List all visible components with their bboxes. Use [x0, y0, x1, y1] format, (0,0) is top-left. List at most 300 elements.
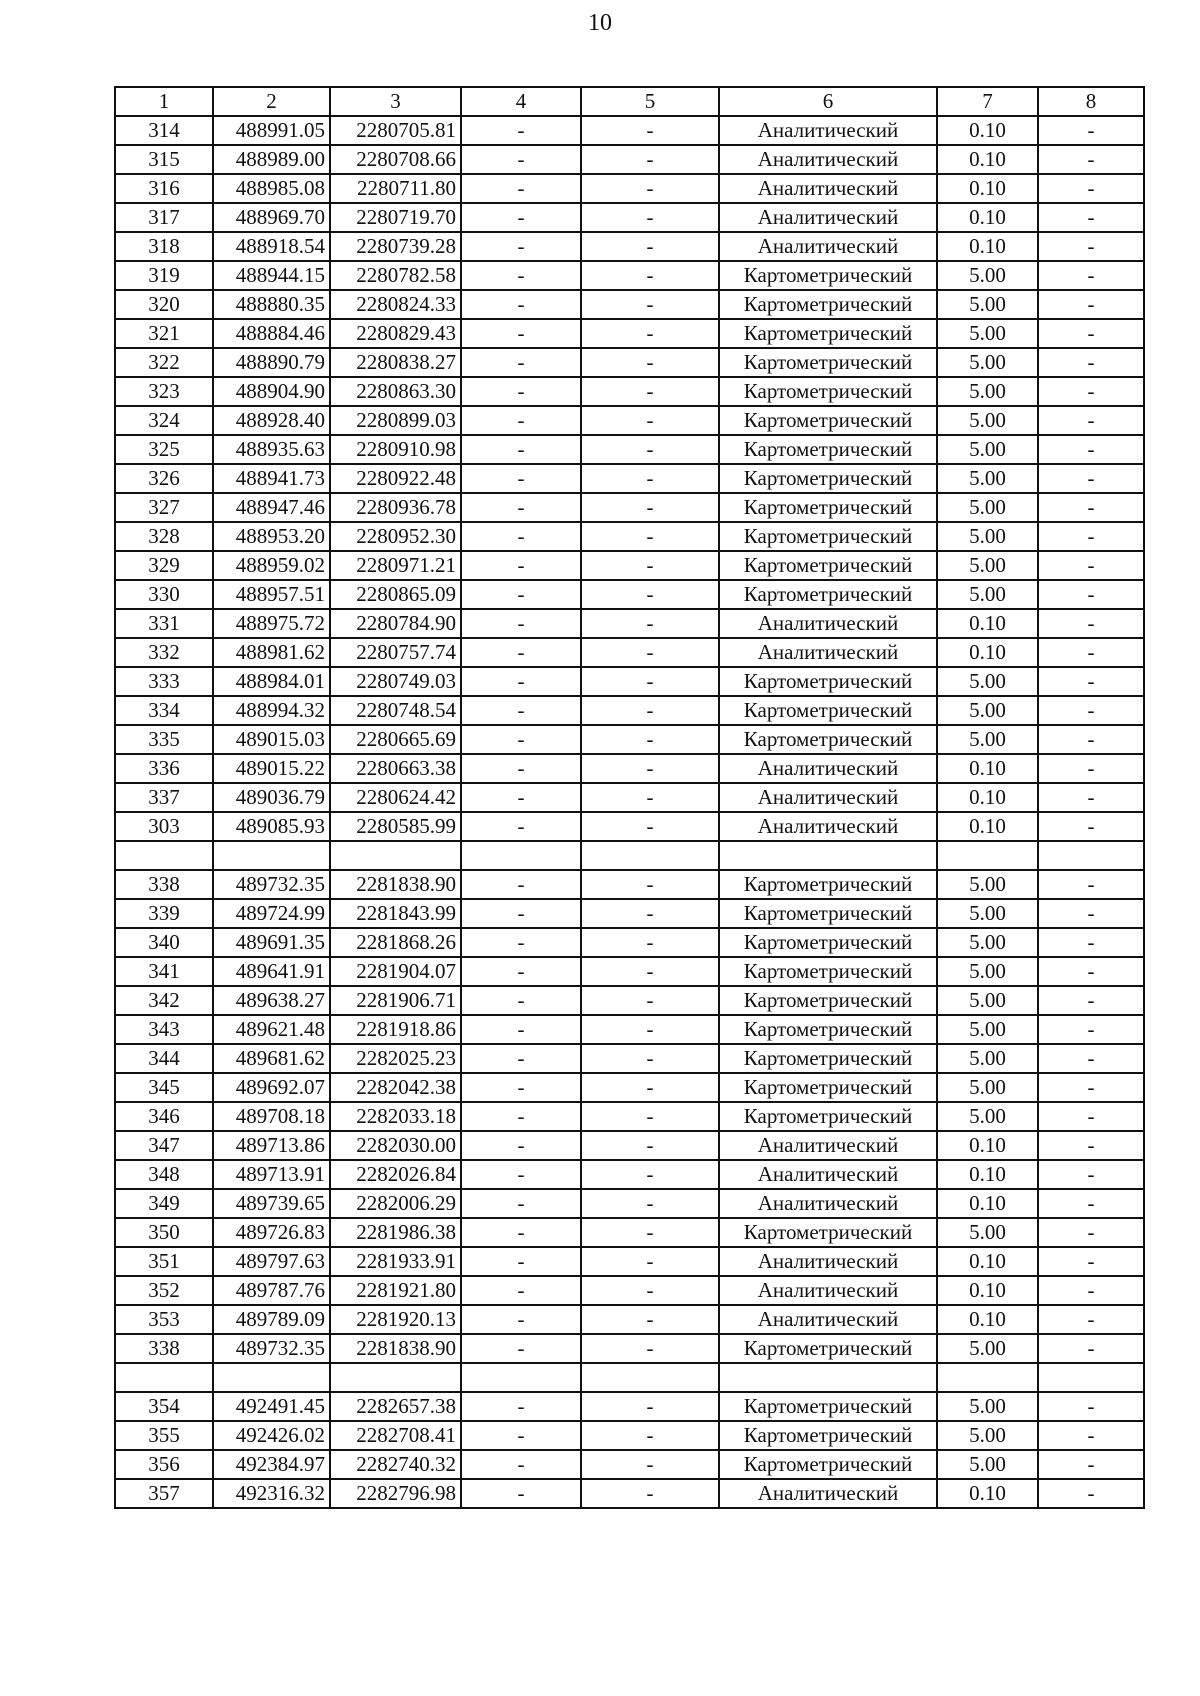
table-cell: - — [581, 435, 719, 464]
table-cell: Картометрический — [719, 261, 937, 290]
table-row — [115, 754, 1144, 783]
table-cell: 5.00 — [937, 290, 1038, 319]
table-cell: - — [1038, 638, 1144, 667]
table-cell: - — [1038, 1421, 1144, 1450]
table-cell: 492384.97 — [213, 1450, 330, 1479]
table-cell: - — [1038, 609, 1144, 638]
table-cell: Аналитический — [719, 1131, 937, 1160]
table-cell: - — [461, 145, 581, 174]
table-header-row — [115, 87, 1144, 116]
table-cell: - — [461, 1247, 581, 1276]
table-cell: - — [461, 957, 581, 986]
table-cell: - — [581, 1218, 719, 1247]
table-cell: 5.00 — [937, 1392, 1038, 1421]
table-cell: - — [581, 116, 719, 145]
table-cell: 5.00 — [937, 580, 1038, 609]
table-cell: - — [581, 1305, 719, 1334]
table-cell: 488969.70 — [213, 203, 330, 232]
table-cell: 489085.93 — [213, 812, 330, 841]
table-cell: 337 — [115, 783, 213, 812]
table-cell: 0.10 — [937, 232, 1038, 261]
table-cell: - — [1038, 1334, 1144, 1363]
table-cell: 489638.27 — [213, 986, 330, 1015]
table-cell — [330, 841, 461, 870]
table-cell: 0.10 — [937, 1160, 1038, 1189]
table-cell: - — [581, 1392, 719, 1421]
table-cell: - — [581, 696, 719, 725]
table-cell: 488904.90 — [213, 377, 330, 406]
table-row — [115, 1189, 1144, 1218]
table-cell: 2282026.84 — [330, 1160, 461, 1189]
table-cell: 324 — [115, 406, 213, 435]
table-cell: 5.00 — [937, 435, 1038, 464]
table-row — [115, 232, 1144, 261]
table-cell — [1038, 841, 1144, 870]
table-row — [115, 145, 1144, 174]
table-cell: - — [1038, 1044, 1144, 1073]
table-cell: 353 — [115, 1305, 213, 1334]
table-cell: Картометрический — [719, 899, 937, 928]
table-cell: - — [461, 435, 581, 464]
table-cell: 488918.54 — [213, 232, 330, 261]
table-cell: - — [581, 899, 719, 928]
table-cell: - — [1038, 667, 1144, 696]
table-cell: - — [461, 899, 581, 928]
table-cell: 5.00 — [937, 870, 1038, 899]
table-cell: 5.00 — [937, 1450, 1038, 1479]
table-cell: 349 — [115, 1189, 213, 1218]
table-row — [115, 203, 1144, 232]
table-cell: Картометрический — [719, 1450, 937, 1479]
table-cell: 314 — [115, 116, 213, 145]
table-cell: 2280971.21 — [330, 551, 461, 580]
table-cell: 489036.79 — [213, 783, 330, 812]
table-cell: 489641.91 — [213, 957, 330, 986]
table-cell: Картометрический — [719, 493, 937, 522]
table-cell: - — [1038, 986, 1144, 1015]
table-row — [115, 1450, 1144, 1479]
table-cell: - — [461, 725, 581, 754]
table-cell: Картометрический — [719, 522, 937, 551]
table-cell — [581, 841, 719, 870]
table-cell: - — [581, 928, 719, 957]
table-cell: 0.10 — [937, 1276, 1038, 1305]
table-cell: - — [581, 609, 719, 638]
table-cell: 350 — [115, 1218, 213, 1247]
table-cell: 488944.15 — [213, 261, 330, 290]
table-cell: 488984.01 — [213, 667, 330, 696]
table-cell: - — [461, 377, 581, 406]
table-cell: - — [1038, 1218, 1144, 1247]
table-row — [115, 928, 1144, 957]
table-row — [115, 580, 1144, 609]
table-cell: - — [1038, 725, 1144, 754]
table-cell — [115, 1363, 213, 1392]
table-row — [115, 493, 1144, 522]
table-row — [115, 667, 1144, 696]
table-cell: 333 — [115, 667, 213, 696]
table-cell: Аналитический — [719, 638, 937, 667]
table-cell: 489789.09 — [213, 1305, 330, 1334]
table-cell: - — [1038, 551, 1144, 580]
table-body — [115, 116, 1144, 1508]
table-cell: 492316.32 — [213, 1479, 330, 1508]
table-cell: - — [581, 1421, 719, 1450]
table-cell: 5.00 — [937, 725, 1038, 754]
table-cell: 340 — [115, 928, 213, 957]
table-cell: Аналитический — [719, 1479, 937, 1508]
table-cell: 2282042.38 — [330, 1073, 461, 1102]
table-cell: 488947.46 — [213, 493, 330, 522]
table-cell: - — [461, 696, 581, 725]
table-cell: 325 — [115, 435, 213, 464]
table-cell: - — [1038, 174, 1144, 203]
table-cell: - — [1038, 1392, 1144, 1421]
table-cell: 5.00 — [937, 522, 1038, 551]
table-cell: Аналитический — [719, 1189, 937, 1218]
table-cell: - — [581, 986, 719, 1015]
table-row — [115, 348, 1144, 377]
table-cell: Картометрический — [719, 377, 937, 406]
table-cell: - — [461, 493, 581, 522]
table-row — [115, 957, 1144, 986]
table-cell: 315 — [115, 145, 213, 174]
table-cell: Аналитический — [719, 145, 937, 174]
table-cell: - — [461, 1479, 581, 1508]
table-cell: Аналитический — [719, 174, 937, 203]
table-cell: 322 — [115, 348, 213, 377]
table-row — [115, 406, 1144, 435]
table-cell: 330 — [115, 580, 213, 609]
table-cell: - — [1038, 1479, 1144, 1508]
table-cell: - — [461, 232, 581, 261]
table-row — [115, 1247, 1144, 1276]
table-cell: 488941.73 — [213, 464, 330, 493]
table-cell: - — [461, 1421, 581, 1450]
table-cell: - — [1038, 116, 1144, 145]
table-cell: - — [581, 957, 719, 986]
column-header-7: 7 — [937, 87, 1038, 116]
table-cell: 2281906.71 — [330, 986, 461, 1015]
table-cell: 5.00 — [937, 551, 1038, 580]
table-cell: - — [1038, 928, 1144, 957]
table-cell: 2280748.54 — [330, 696, 461, 725]
table-cell: Картометрический — [719, 1102, 937, 1131]
table-cell: - — [461, 1015, 581, 1044]
table-cell: 2280910.98 — [330, 435, 461, 464]
table-cell: 2280624.42 — [330, 783, 461, 812]
table-cell — [115, 841, 213, 870]
table-cell: - — [1038, 377, 1144, 406]
column-header-4: 4 — [461, 87, 581, 116]
table-cell: 0.10 — [937, 116, 1038, 145]
table-cell: 488985.08 — [213, 174, 330, 203]
table-cell: - — [1038, 464, 1144, 493]
table-cell: 320 — [115, 290, 213, 319]
table-cell: 488953.20 — [213, 522, 330, 551]
table-cell: 2280838.27 — [330, 348, 461, 377]
table-cell: 343 — [115, 1015, 213, 1044]
table-cell: 0.10 — [937, 812, 1038, 841]
table-cell — [213, 1363, 330, 1392]
table-cell: - — [1038, 1305, 1144, 1334]
table-cell: Картометрический — [719, 725, 937, 754]
table-cell: - — [1038, 754, 1144, 783]
table-cell: - — [1038, 1073, 1144, 1102]
table-cell: 2280824.33 — [330, 290, 461, 319]
table-row — [115, 522, 1144, 551]
table-cell: 5.00 — [937, 667, 1038, 696]
table-cell: - — [1038, 232, 1144, 261]
table-cell: - — [1038, 783, 1144, 812]
table-cell: - — [581, 1160, 719, 1189]
table-cell: 2281918.86 — [330, 1015, 461, 1044]
table-cell: 2280665.69 — [330, 725, 461, 754]
table-cell: Картометрический — [719, 551, 937, 580]
table-cell: 488957.51 — [213, 580, 330, 609]
table-cell: 489713.86 — [213, 1131, 330, 1160]
table-cell: 341 — [115, 957, 213, 986]
table-cell: - — [461, 464, 581, 493]
table-cell: - — [461, 319, 581, 348]
table-cell: - — [1038, 1276, 1144, 1305]
table-cell: Картометрический — [719, 406, 937, 435]
table-cell: - — [1038, 580, 1144, 609]
table-cell: 5.00 — [937, 464, 1038, 493]
table-cell: 488959.02 — [213, 551, 330, 580]
table-cell: - — [1038, 319, 1144, 348]
table-cell: - — [581, 290, 719, 319]
table-cell: Картометрический — [719, 1392, 937, 1421]
table-cell: 2282796.98 — [330, 1479, 461, 1508]
table-cell: 303 — [115, 812, 213, 841]
table-cell: 2281838.90 — [330, 870, 461, 899]
table-cell: 2282025.23 — [330, 1044, 461, 1073]
table-cell: - — [581, 145, 719, 174]
table-cell — [1038, 1363, 1144, 1392]
table-cell: 0.10 — [937, 145, 1038, 174]
table-cell: 488981.62 — [213, 638, 330, 667]
table-cell: - — [581, 812, 719, 841]
table-cell: 5.00 — [937, 406, 1038, 435]
table-cell: 488880.35 — [213, 290, 330, 319]
table-cell: 2280739.28 — [330, 232, 461, 261]
table-cell: 328 — [115, 522, 213, 551]
table-cell — [937, 841, 1038, 870]
table-cell: Аналитический — [719, 1247, 937, 1276]
table-cell: Аналитический — [719, 1276, 937, 1305]
table-row — [115, 812, 1144, 841]
table-row — [115, 1218, 1144, 1247]
table-row — [115, 1276, 1144, 1305]
table-cell: 2282030.00 — [330, 1131, 461, 1160]
table-cell: - — [1038, 1247, 1144, 1276]
table-cell: 0.10 — [937, 609, 1038, 638]
table-cell: - — [461, 116, 581, 145]
table-cell: - — [461, 1218, 581, 1247]
table-cell: - — [1038, 348, 1144, 377]
coordinates-table — [114, 86, 1145, 1509]
table-cell: - — [1038, 1189, 1144, 1218]
table-cell: - — [581, 667, 719, 696]
table-cell: 338 — [115, 1334, 213, 1363]
table-cell: 2281904.07 — [330, 957, 461, 986]
table-row — [115, 725, 1144, 754]
table-cell: 2280784.90 — [330, 609, 461, 638]
table-cell: 5.00 — [937, 1015, 1038, 1044]
table-cell: 2280952.30 — [330, 522, 461, 551]
table-cell: - — [461, 812, 581, 841]
table-cell: 339 — [115, 899, 213, 928]
table-cell: - — [581, 1131, 719, 1160]
table-cell: - — [461, 1073, 581, 1102]
table-cell: - — [1038, 406, 1144, 435]
table-cell: - — [581, 1276, 719, 1305]
table-cell: - — [461, 870, 581, 899]
table-cell: 488884.46 — [213, 319, 330, 348]
table-cell: - — [461, 1044, 581, 1073]
table-row — [115, 551, 1144, 580]
table-cell: Картометрический — [719, 290, 937, 319]
table-cell: 5.00 — [937, 493, 1038, 522]
table-cell: 5.00 — [937, 1218, 1038, 1247]
table-cell: 2280663.38 — [330, 754, 461, 783]
table-cell: 2282708.41 — [330, 1421, 461, 1450]
table-cell: 489015.03 — [213, 725, 330, 754]
table-cell: 336 — [115, 754, 213, 783]
table-cell: - — [581, 1102, 719, 1131]
table-cell: 356 — [115, 1450, 213, 1479]
table-cell: - — [461, 348, 581, 377]
table-cell: 2280829.43 — [330, 319, 461, 348]
table-cell: 2280865.09 — [330, 580, 461, 609]
table-cell: - — [461, 1334, 581, 1363]
table-cell: 489713.91 — [213, 1160, 330, 1189]
table-cell — [719, 1363, 937, 1392]
table-cell: 2280922.48 — [330, 464, 461, 493]
table-cell: - — [461, 174, 581, 203]
table-cell: - — [581, 1247, 719, 1276]
table-cell: 352 — [115, 1276, 213, 1305]
column-header-5: 5 — [581, 87, 719, 116]
table-row — [115, 290, 1144, 319]
table-cell: - — [1038, 435, 1144, 464]
table-cell: 5.00 — [937, 957, 1038, 986]
table-cell: 2280705.81 — [330, 116, 461, 145]
table-cell: Картометрический — [719, 464, 937, 493]
table-cell: - — [461, 1450, 581, 1479]
table-cell: Аналитический — [719, 783, 937, 812]
table-cell: - — [1038, 290, 1144, 319]
table-cell: Аналитический — [719, 1160, 937, 1189]
table-row — [115, 1102, 1144, 1131]
table-cell: 351 — [115, 1247, 213, 1276]
table-cell: 2280711.80 — [330, 174, 461, 203]
table-cell — [719, 841, 937, 870]
table-cell: Картометрический — [719, 580, 937, 609]
table-cell: 0.10 — [937, 1305, 1038, 1334]
table-cell: 5.00 — [937, 1421, 1038, 1450]
table-cell: 2282033.18 — [330, 1102, 461, 1131]
table-cell: Картометрический — [719, 1073, 937, 1102]
table-row — [115, 1044, 1144, 1073]
table-cell: 2280708.66 — [330, 145, 461, 174]
table-row — [115, 1421, 1144, 1450]
table-cell: 323 — [115, 377, 213, 406]
table-cell: - — [461, 551, 581, 580]
table-cell: - — [461, 1392, 581, 1421]
table-row — [115, 899, 1144, 928]
table-cell — [461, 1363, 581, 1392]
table-cell: - — [461, 638, 581, 667]
table-row — [115, 1479, 1144, 1508]
table-cell: 0.10 — [937, 1189, 1038, 1218]
table-cell: 355 — [115, 1421, 213, 1450]
table-cell: Аналитический — [719, 203, 937, 232]
table-cell: 0.10 — [937, 1131, 1038, 1160]
table-cell: 2280757.74 — [330, 638, 461, 667]
table-cell: 2281838.90 — [330, 1334, 461, 1363]
table-cell — [330, 1363, 461, 1392]
table-cell: - — [461, 203, 581, 232]
table-cell: - — [581, 232, 719, 261]
table-cell: Картометрический — [719, 1044, 937, 1073]
table-cell: 489732.35 — [213, 870, 330, 899]
table-cell: 5.00 — [937, 1073, 1038, 1102]
table-cell — [581, 1363, 719, 1392]
table-row — [115, 638, 1144, 667]
table-cell: Картометрический — [719, 348, 937, 377]
table-cell: Картометрический — [719, 986, 937, 1015]
table-cell: 335 — [115, 725, 213, 754]
table-row — [115, 1131, 1144, 1160]
table-cell: - — [581, 261, 719, 290]
table-cell: 347 — [115, 1131, 213, 1160]
table-cell — [213, 841, 330, 870]
table-cell: 488935.63 — [213, 435, 330, 464]
table-cell: Картометрический — [719, 1015, 937, 1044]
table-row — [115, 609, 1144, 638]
table-cell: - — [581, 1073, 719, 1102]
table-cell: 338 — [115, 870, 213, 899]
table-cell: - — [581, 754, 719, 783]
table-row — [115, 1334, 1144, 1363]
table-cell: 488975.72 — [213, 609, 330, 638]
table-cell: - — [1038, 493, 1144, 522]
table-cell: 329 — [115, 551, 213, 580]
table-row — [115, 841, 1144, 870]
table-cell: 316 — [115, 174, 213, 203]
table-cell: Аналитический — [719, 232, 937, 261]
table-row — [115, 1015, 1144, 1044]
table-cell: 5.00 — [937, 377, 1038, 406]
table-cell: - — [581, 348, 719, 377]
table-cell: 5.00 — [937, 1044, 1038, 1073]
table-cell: 318 — [115, 232, 213, 261]
table-cell: - — [581, 1015, 719, 1044]
table-cell: - — [461, 1131, 581, 1160]
table-cell: 5.00 — [937, 1102, 1038, 1131]
column-header-6: 6 — [719, 87, 937, 116]
table-cell: - — [1038, 522, 1144, 551]
table-cell: - — [581, 870, 719, 899]
table-cell: 2280899.03 — [330, 406, 461, 435]
table-cell: 5.00 — [937, 928, 1038, 957]
table-cell: 342 — [115, 986, 213, 1015]
table-cell: 327 — [115, 493, 213, 522]
table-cell: 488991.05 — [213, 116, 330, 145]
column-header-1: 1 — [115, 87, 213, 116]
